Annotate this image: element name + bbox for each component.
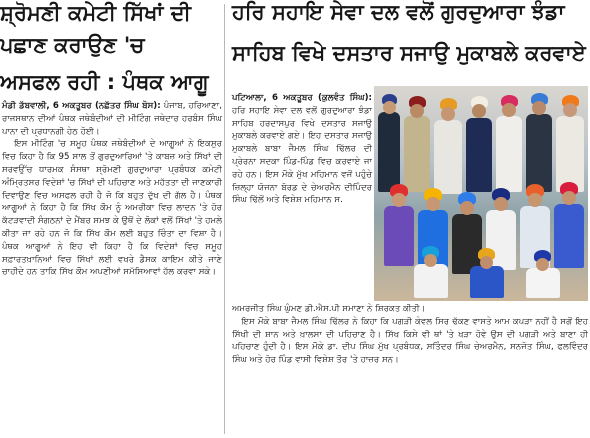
- right-article-body-top: [232, 92, 372, 207]
- column-divider: [224, 4, 225, 434]
- left-headline-line-3: ਅਸਫਲ ਰਹੀ : ਪੰਥਕ ਆਗੂ: [0, 70, 209, 94]
- right-headline-line-1: ਹਰਿ ਸਹਾਇ ਸੇਵਾ ਦਲ ਵਲੋਂ ਗੁਰਦੁਆਰਾ ਝੰਡਾ: [232, 0, 565, 24]
- news-photo: [374, 86, 588, 301]
- left-paragraph-2: ਇਸ ਮੀਟਿੰਗ 'ਚ ਸਮੂਹ ਪੰਥਕ ਜਥੇਬੰਦੀਆਂ ਦੇ ਆਗੂਆਂ ਨੇ ਇਕਸੁਰ ਵਿਚ ਕਿਹਾ ਹੈ ਕਿ 95 ਸਾਲ ਤੋਂ ਗੁਰਦੁਆਰਿਆਂ 'ਤੇ ਕਾਬਜ਼ ਅਤੇ ਸਿੱਖਾਂ ਦੀ ਸਰਵਉੱਚ ਧਾਰਮਕ ਸੰਸਥਾ ਸ਼੍ਰੋਮਣੀ ਗੁਰਦੁਆਰਾ ਪ੍ਰਬੰਧਕ ਕਮੇਟੀ ਅੰਮ੍ਰਿਤਸਰ ਵਿਦੇਸ਼ਾਂ 'ਚ ਸਿੱਖਾਂ ਦੀ ਪਹਿਚਾਣ ਅਤੇ ਮਹੱਤਤਾ ਦੀ ਜਾਣਕਾਰੀ ਦਿਵਾਉਣ ਵਿਚ ਅਸਫਲ ਰਹੀ ਹੈ ਜੋ ਕਿ ਬਹੁਤ ਦੁੱਖ ਦੀ ਗੱਲ ਹੈ। ਪੰਥਕ ਆਗੂਆਂ ਨੇ ਕਿਹਾ ਹੈ ਕਿ ਸਿੱਖ ਕੌਮ ਨੂੰ ਅਮਰੀਕਾ ਵਿਚ ਲਾਦਨ 'ਤੇ ਹੋਰ ਕੱਟੜਵਾਦੀ ਸੰਗਠਨਾਂ ਦੇ ਮੈਂਬਰ ਸਮਝ ਕੇ ਉਥੋਂ ਦੇ ਲੋਕਾਂ ਵਲੋਂ ਸਿੱਖਾਂ 'ਤੇ ਹਮਲੇ ਕੀਤਾ ਜਾ ਰਹੇ ਹਨ ਜੋ ਕਿ ਸਿੱਖ ਕੌਮ ਲਈ ਬਹੁਤ ਚਿੰਤਾ ਦਾ ਵਿਸ਼ਾ ਹੈ। ਪੰਥਕ ਆਗੂਆਂ ਨੇ ਇਹ ਵੀ ਕਿਹਾ ਹੈ ਕਿ ਵਿਦੇਸ਼ਾਂ ਵਿਚ ਸਮੂਹ ਸਫ਼ਾਰਤਖ਼ਾਨਿਆਂ ਵਿਚ ਸਿੱਖਾਂ ਲਈ ਵਖਰੇ ਡੈਸਕ ਕਾਇਮ ਕੀਤੇ ਜਾਣੇ ਚਾਹੀਦੇ ਹਨ ਤਾਕਿ ਸਿੱਖ ਕੌਮ ਅਪਣੀਆਂ ਸਮੱਸਿਆਵਾਂ ਹੱਲ ਕਰਵਾ ਸਕੇ।: [2, 139, 222, 278]
- right-bottom-paragraph-1: ਅਮਰਜੀਤ ਸਿੰਘ ਘੁੰਮਣ ਡੀ.ਐਸ.ਪੀ ਸਮਾਣਾ ਨੇ ਸ਼ਿਰਕਤ ਕੀਤੀ।: [232, 304, 426, 314]
- right-article: [226, 0, 590, 438]
- right-bottom-paragraph-2: ਇਸ ਮੌਕੇ ਬਾਬਾ ਜੈਮਲ ਸਿੰਘ ਢਿੱਲਰ ਨੇ ਕਿਹਾ ਕਿ ਪਗੜੀ ਕੇਵਲ ਸਿਰ ਢੱਕਣ ਵਾਸਤੇ ਆਮ ਕਪੜਾ ਨਹੀਂ ਹੈ ਸਗੋਂ ਇਹ ਸਿੱਖੀ ਦੀ ਸ਼ਾਨ ਅਤੇ ਖ਼ਾਲਸਾ ਦੀ ਪਹਿਚਾਣ ਹੈ। ਸਿੱਖ ਕਿਸੇ ਵੀ ਥਾਂ 'ਤੇ ਖੜਾ ਹੋਵੇ ਉਸ ਦੀ ਪਗੜੀ ਅਤੇ ਬਾਣਾ ਹੀ ਪਹਿਚਾਣ ਹੁੰਦੀ ਹੈ। ਇਸ ਮੌਕੇ ਡਾ. ਦੀਪ ਸਿੰਘ ਮੁੱਖ ਪ੍ਰਬੰਧਕ, ਸਤਿੰਦਰ ਸਿੰਘ ਚੇਅਰਮੈਨ, ਸਨਜੋਤ ਸਿੰਘ, ਫਲਵਿੰਦਰ ਸਿੰਘ ਅਤੇ ਹੋਰ ਪਿੰਡ ਵਾਸੀ ਵਿਸ਼ੇਸ਼ ਤੌਰ 'ਤੇ ਹਾਜ਼ਰ ਸਨ।: [232, 316, 588, 366]
- right-article-body-bottom: [232, 303, 588, 367]
- left-article-body: [2, 100, 222, 279]
- right-top-text: ਹਰਿ ਸਹਾਇ ਸੇਵਾ ਦਲ ਵਲੋਂ ਗੁਰਦੁਆਰਾ ਝੰਡਾ ਸਾਹਿਬ ਹਰਦਾਸਪੁਰ ਵਿਖੇ ਦਸਤਾਰ ਸਜਾਉ ਮੁਕਾਬਲੇ ਕਰਵਾਏ ਗਏ। ਇਹ ਦਸਤਾਰ ਸਜਾਉ ਮੁਕਾਬਲੇ ਬਾਬਾ ਜੈਮਲ ਸਿੰਘ ਢਿੱਲਰ ਦੀ ਪ੍ਰੇਰਨਾ ਸਦਕਾ ਪਿੰਡ-ਪਿੰਡ ਵਿਚ ਕਰਵਾਏ ਜਾ ਰਹੇ ਹਨ। ਇਸ ਮੌਕੇ ਮੁੱਖ ਮਹਿਮਾਨ ਵਜੋਂ ਪਹੁੰਚੇ ਜ਼ਿਲ੍ਹਾ ਯੋਜਨਾ ਬੋਰਡ ਦੇ ਚੇਅਰਮੈਨ ਦੀਪਿੰਦਰ ਸਿੰਘ ਢਿੱਲੋਂ ਅਤੇ ਵਿਸ਼ੇਸ਼ ਮਹਿਮਾਨ ਸ.: [232, 105, 372, 206]
- left-dateline: ਮੰਡੀ ਡੱਬਵਾਲੀ, 6 ਅਕਤੂਬਰ (ਨਛੱਤਰ ਸਿੰਘ ਬੋਸ):: [2, 101, 161, 111]
- left-headline-line-1: ਸ਼੍ਰੋਮਣੀ ਕਮੇਟੀ ਸਿੱਖਾਂ ਦੀ: [0, 1, 191, 25]
- left-headline-line-2: ਪਛਾਣ ਕਰਾਉਣ 'ਚ: [0, 33, 145, 57]
- right-headline-line-2: ਸਾਹਿਬ ਵਿਖੇ ਦਸਤਾਰ ਸਜਾਉ ਮੁਕਾਬਲੇ ਕਰਵਾਏ: [232, 41, 586, 65]
- left-article: [0, 0, 224, 438]
- right-dateline: ਪਟਿਆਲਾ, 6 ਅਕਤੂਬਰ (ਕੁਲਵੰਤ ਸਿੰਘ):: [232, 93, 372, 103]
- left-paragraph-1: ਪੰਜਾਬ, ਹਰਿਆਣਾ, ਰਾਜਸਥਾਨ ਦੀਆਂ ਪੰਥਕ ਜਥੇਬੰਦੀਆਂ ਦੀ ਮੀਟਿੰਗ ਜਥੇਦਾਰ ਹਰਬੰਸ ਸਿੰਘ ਪਾਨਾ ਦੀ ਪ੍ਰਧਾਨਗੀ ਹੇਠ ਹੋਈ।: [2, 101, 222, 137]
